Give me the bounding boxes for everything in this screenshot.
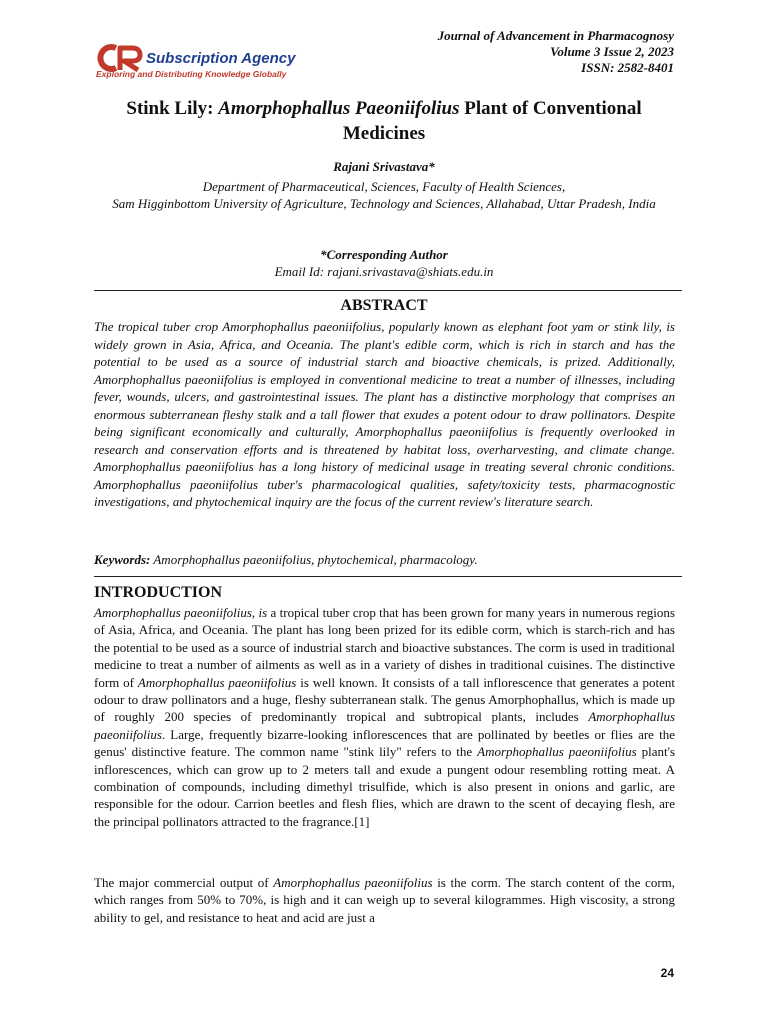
paragraph-text: is well known. It consists of a tall inflorescence that generates a potent odour to draw pollinators and a huge, fleshy subterranean stalk. The genus Amorphophallus, which is made up of roughly 200 species of predominantly tropical and subtropical plants, includes (94, 674, 675, 725)
species-name: Amorphophallus paeoniifolius (94, 709, 675, 742)
author-affiliation (94, 178, 674, 212)
paragraph-text: a tropical tuber crop that has been grown for many years in numerous regions of Asia, Africa, and Oceania. The plant has long been prized for its edible corm, which is starch-rich and has the potential to be used as a source of industrial starch and bioactive substances. The corm is used in traditional medicine to treat a number of ailments as well as in a variety of dishes in traditional cuisines. The distinctive form of (94, 605, 675, 690)
corresponding-author-label: *Corresponding Author (320, 247, 448, 262)
logo-tagline: Exploring and Distributing Knowledge Globally (96, 69, 287, 79)
paragraph-text: . Large, frequently bizarre-looking inflorescences that are pollinated by beetles or flies are the genus' distinctive feature. The common name "stink lily" refers to the (94, 726, 675, 760)
abstract-text: The tropical tuber crop Amorphophallus paeoniifolius, popularly known as elephant foot yam or stink lily, is widely grown in Asia, Africa, and Oceania. The plant's edible corm, which is rich in starch and has the potential to be used as a source of industrial starch and bioactive chemicals, is prized. Additionally, Amorphophallus paeoniifolius is employed in conventional medicine to treat a number of illnesses, including fever, wounds, ulcers, and gastrointestinal issues. The plant has a distinctive morphology that comprises an enormous subterranean fleshy stalk and a tall flower that exudes a potent odour to draw pollinators. Despite being significant economically and culturally, Amorphophallus paeoniifolius is frequently overlooked in research and conservation efforts and is threatened by habitat loss, overharvesting, and climate change. Amorphophallus paeoniifolius has a long history of medicinal usage in treating several chronic conditions. Amorphophallus paeoniifolius tuber's pharmacological qualities, safety/toxicity tests, pharmacognostic investigations, and phytochemical inquiry are the focus of the current review's literature search. (94, 319, 675, 509)
title-prefix: Stink Lily: (126, 98, 219, 119)
journal-info (438, 28, 674, 76)
journal-volume: Volume 3 Issue 2, 2023 (550, 44, 674, 59)
paragraph-text: plant's inflorescences, which can grow up to 2 meters tall and exude a pungent odour resembling rotting meat. A combination of compounds, including dimethyl trisulfide, which is also present in onions and garlic, are responsible for the odour. Carrion beetles and flesh flies, which are drawn to the scent of decaying flesh, are the principal pollinators attracted to the fragrance.[1] (94, 744, 676, 829)
author-name: Rajani Srivastava* (333, 159, 435, 174)
species-name: Amorphophallus paeoniifolius, is (94, 605, 268, 620)
journal-name: Journal of Advancement in Pharmacognosy (437, 28, 674, 43)
publisher-logo (94, 44, 354, 84)
affiliation-line-2: Sam Higginbottom University of Agriculture, Technology and Sciences, Allahabad, Uttar Pradesh, India (112, 196, 656, 211)
paragraph-text: The major commercial output of (94, 875, 274, 890)
title-suffix: Plant of Conventional Medicines (342, 98, 642, 144)
divider-bottom (94, 576, 682, 577)
species-name: Amorphophallus paeoniifolius (137, 674, 297, 690)
title-species: Amorphophallus Paeoniifolius (218, 98, 460, 119)
abstract-heading: ABSTRACT (340, 297, 428, 314)
article-title (94, 96, 674, 146)
journal-issn: ISSN: 2582-8401 (581, 60, 674, 75)
page-number: 24 (660, 966, 674, 980)
keywords-label: Keywords: (94, 552, 151, 567)
introduction-paragraph-2 (94, 874, 675, 926)
species-name: Amorphophallus paeoniifolius (273, 875, 433, 890)
keywords-list: Amorphophallus paeoniifolius, phytochemical, pharmacology. (150, 552, 478, 567)
introduction-paragraph-1 (94, 604, 675, 830)
keywords (94, 552, 675, 568)
divider-top (94, 290, 682, 291)
logo-name: Subscription Agency (146, 50, 296, 67)
affiliation-line-1: Department of Pharmaceutical, Sciences, Faculty of Health Sciences, (202, 179, 566, 194)
introduction-heading: INTRODUCTION (94, 584, 223, 601)
author-email: Email Id: rajani.srivastava@shiats.edu.in (274, 264, 494, 279)
species-name: Amorphophallus paeoniifolius (477, 744, 637, 760)
paragraph-text: is the corm. The starch content of the corm, which ranges from 50% to 70%, is high and it can weigh up to several kilogrammes. High viscosity, a strong ability to gel, and resistance to heat and acid are just a (94, 875, 676, 925)
